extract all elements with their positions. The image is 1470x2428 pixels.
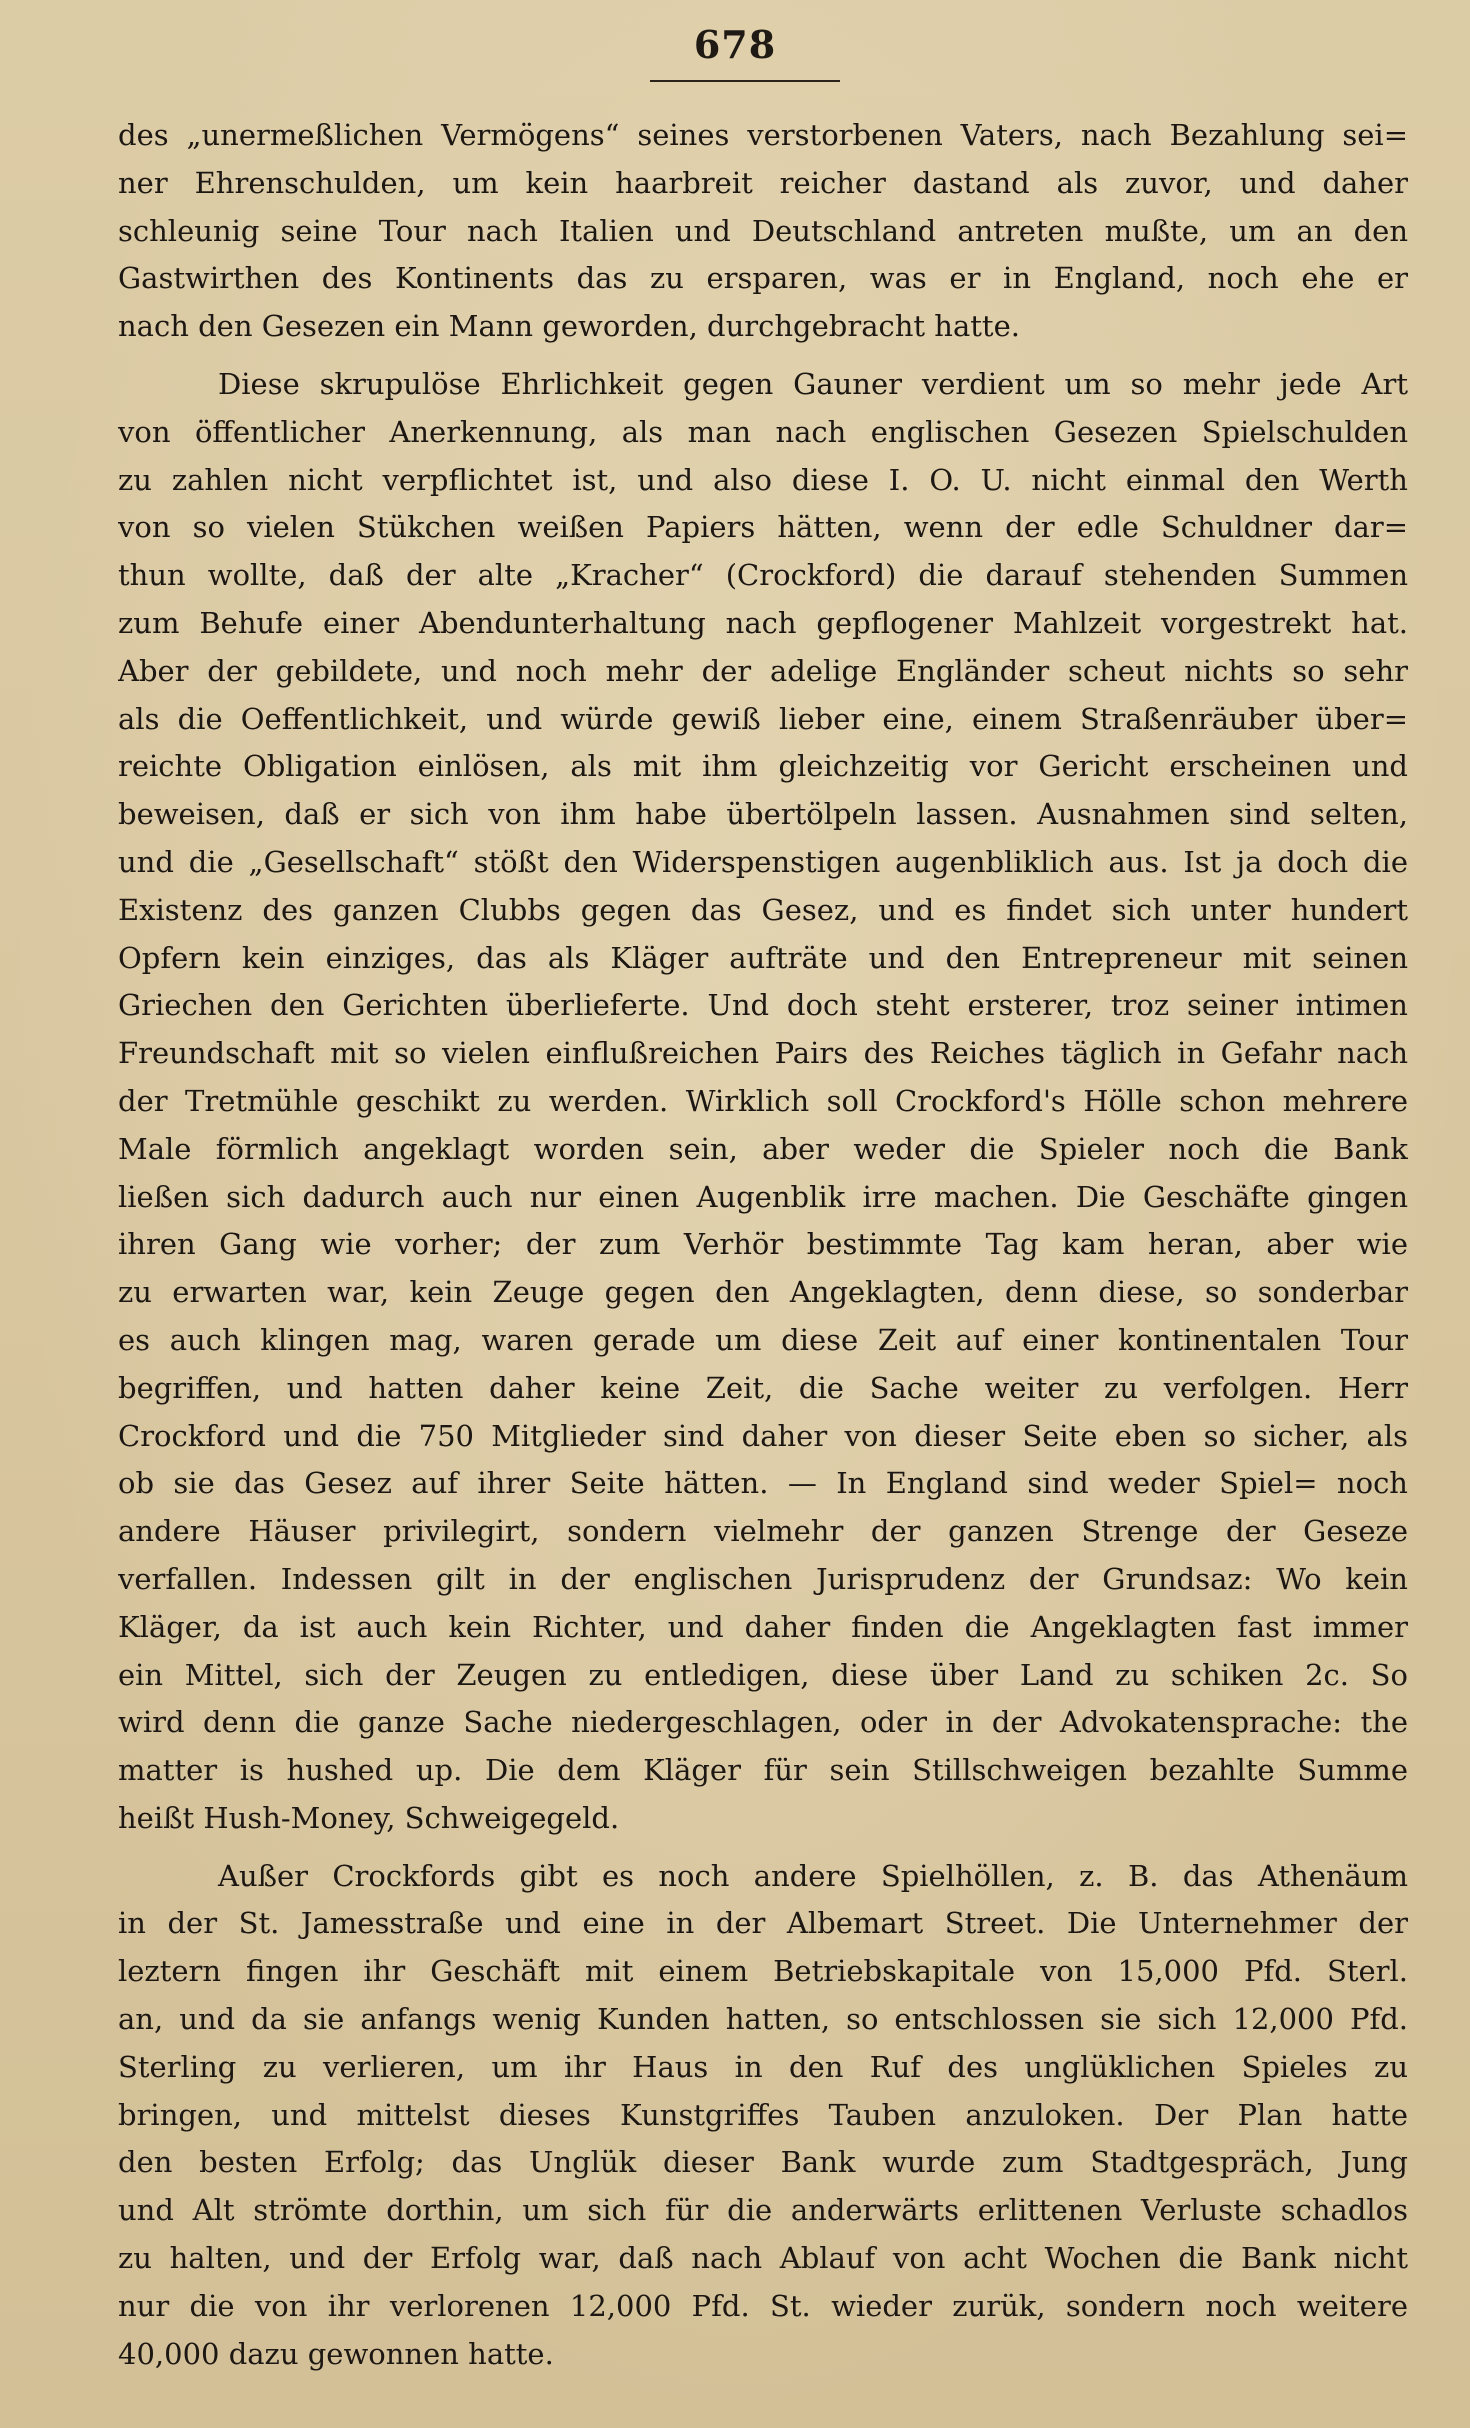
text-line: Gastwirthen des Kontinents das zu ersparen, was er in England, noch ehe er bbox=[118, 261, 1408, 296]
text-line: an, und da sie anfangs wenig Kunden hatten, so entschlossen sie sich 12,000 Pfd. bbox=[118, 2002, 1408, 2037]
text-line: Freundschaft mit so vielen einflußreichen Pairs des Reiches täglich in Gefahr nach bbox=[118, 1036, 1408, 1071]
text-line: schleunig seine Tour nach Italien und Deutschland antreten mußte, um an den bbox=[118, 213, 1408, 248]
text-line: den besten Erfolg; das Unglük dieser Bank wurde zum Stadtgespräch, Jung bbox=[118, 2145, 1408, 2180]
text-line: ihren Gang wie vorher; der zum Verhör bestimmte Tag kam heran, aber wie bbox=[118, 1227, 1408, 1262]
text-line: von so vielen Stükchen weißen Papiers hätten, wenn der edle Schuldner dar= bbox=[118, 510, 1408, 545]
text-line: ein Mittel, sich der Zeugen zu entledigen, diese über Land zu schiken 2c. So bbox=[118, 1657, 1408, 1692]
text-line: bringen, und mittelst dieses Kunstgriffes Tauben anzuloken. Der Plan hatte bbox=[118, 2097, 1408, 2132]
text-line: und Alt strömte dorthin, um sich für die anderwärts erlittenen Verluste schadlos bbox=[118, 2193, 1408, 2228]
header-rule bbox=[650, 80, 840, 82]
text-line: es auch klingen mag, waren gerade um diese Zeit auf einer kontinentalen Tour bbox=[118, 1322, 1408, 1357]
text-line: matter is hushed up. Die dem Kläger für sein Stillschweigen bezahlte Summe bbox=[118, 1753, 1408, 1788]
text-line: thun wollte, daß der alte „Kracher“ (Crockford) die darauf stehenden Summen bbox=[118, 558, 1408, 593]
text-line: Opfern kein einziges, das als Kläger aufträte und den Entrepreneur mit seinen bbox=[118, 940, 1408, 975]
paragraph-gap bbox=[118, 351, 1408, 361]
text-line: zu zahlen nicht verpflichtet ist, und also diese I. O. U. nicht einmal den Werth bbox=[118, 462, 1408, 497]
text-line: in der St. Jamesstraße und eine in der Albemart Street. Die Unternehmer der bbox=[118, 1906, 1408, 1941]
text-line: wird denn die ganze Sache niedergeschlagen, oder in der Advokatensprache: the bbox=[118, 1705, 1408, 1740]
text-line: und die „Gesellschaft“ stößt den Widerspenstigen augenbliklich aus. Ist ja doch die bbox=[118, 844, 1408, 879]
page-number: 678 bbox=[693, 22, 777, 67]
text-line: begriffen, und hatten daher keine Zeit, die Sache weiter zu verfolgen. Herr bbox=[118, 1370, 1408, 1405]
text-line: zum Behufe einer Abendunterhaltung nach gepflogener Mahlzeit vorgestrekt hat. bbox=[118, 605, 1408, 640]
text-line: 40,000 dazu gewonnen hatte. bbox=[118, 2336, 554, 2371]
text-line: Sterling zu verlieren, um ihr Haus in den Ruf des unglüklichen Spieles zu bbox=[118, 2049, 1408, 2084]
text-line: Aber der gebildete, und noch mehr der adelige Engländer scheut nichts so sehr bbox=[118, 653, 1408, 688]
text-line: ob sie das Gesez auf ihrer Seite hätten. — In England sind weder Spiel= noch bbox=[118, 1466, 1408, 1501]
text-line: verfallen. Indessen gilt in der englischen Jurisprudenz der Grundsaz: Wo kein bbox=[118, 1561, 1408, 1596]
text-line: des „unermeßlichen Vermögens“ seines verstorbenen Vaters, nach Bezahlung sei= bbox=[118, 118, 1408, 152]
text-line: beweisen, daß er sich von ihm habe übertölpeln lassen. Ausnahmen sind selten, bbox=[118, 797, 1408, 832]
text-line: nach den Gesezen ein Mann geworden, durchgebracht hatte. bbox=[118, 309, 1020, 344]
text-line: ließen sich dadurch auch nur einen Augenblik irre machen. Die Geschäfte gingen bbox=[118, 1179, 1408, 1214]
text-line: Male förmlich angeklagt worden sein, aber weder die Spieler noch die Bank bbox=[118, 1131, 1408, 1166]
text-line: heißt Hush-Money, Schweigegeld. bbox=[118, 1800, 620, 1835]
text-line: zu halten, und der Erfolg war, daß nach Ablauf von acht Wochen die Bank nicht bbox=[118, 2241, 1408, 2276]
text-line: ner Ehrenschulden, um kein haarbreit reicher dastand als zuvor, und daher bbox=[118, 165, 1408, 200]
text-line: zu erwarten war, kein Zeuge gegen den Angeklagten, denn diese, so sonderbar bbox=[118, 1275, 1408, 1310]
paragraph-gap bbox=[118, 1843, 1408, 1853]
text-line: der Tretmühle geschikt zu werden. Wirklich soll Crockford's Hölle schon mehrere bbox=[118, 1083, 1408, 1118]
text-line: andere Häuser privilegirt, sondern vielmehr der ganzen Strenge der Geseze bbox=[118, 1514, 1408, 1549]
text-line: leztern fingen ihr Geschäft mit einem Betriebskapitale von 15,000 Pfd. Sterl. bbox=[118, 1954, 1408, 1989]
text-line: von öffentlicher Anerkennung, als man nach englischen Gesezen Spielschulden bbox=[118, 414, 1408, 449]
text-line: Kläger, da ist auch kein Richter, und daher finden die Angeklagten fast immer bbox=[118, 1609, 1408, 1644]
text-line: Crockford und die 750 Mitglieder sind daher von dieser Seite eben so sicher, als bbox=[118, 1418, 1408, 1453]
text-line: Griechen den Gerichten überlieferte. Und doch steht ersterer, troz seiner intimen bbox=[118, 988, 1408, 1023]
text-line: nur die von ihr verlorenen 12,000 Pfd. St. wieder zurük, sondern noch weitere bbox=[118, 2288, 1408, 2323]
text-line: als die Oeffentlichkeit, und würde gewiß lieber eine, einem Straßenräuber über= bbox=[118, 701, 1408, 736]
text-line: Außer Crockfords gibt es noch andere Spielhöllen, z. B. das Athenäum bbox=[218, 1858, 1408, 1893]
body-text bbox=[118, 112, 1408, 2378]
text-line: Diese skrupulöse Ehrlichkeit gegen Gauner verdient um so mehr jede Art bbox=[218, 366, 1408, 401]
text-line: reichte Obligation einlösen, als mit ihm gleichzeitig vor Gericht erscheinen und bbox=[118, 749, 1408, 784]
text-line: Existenz des ganzen Clubbs gegen das Gesez, und es findet sich unter hundert bbox=[118, 892, 1408, 927]
